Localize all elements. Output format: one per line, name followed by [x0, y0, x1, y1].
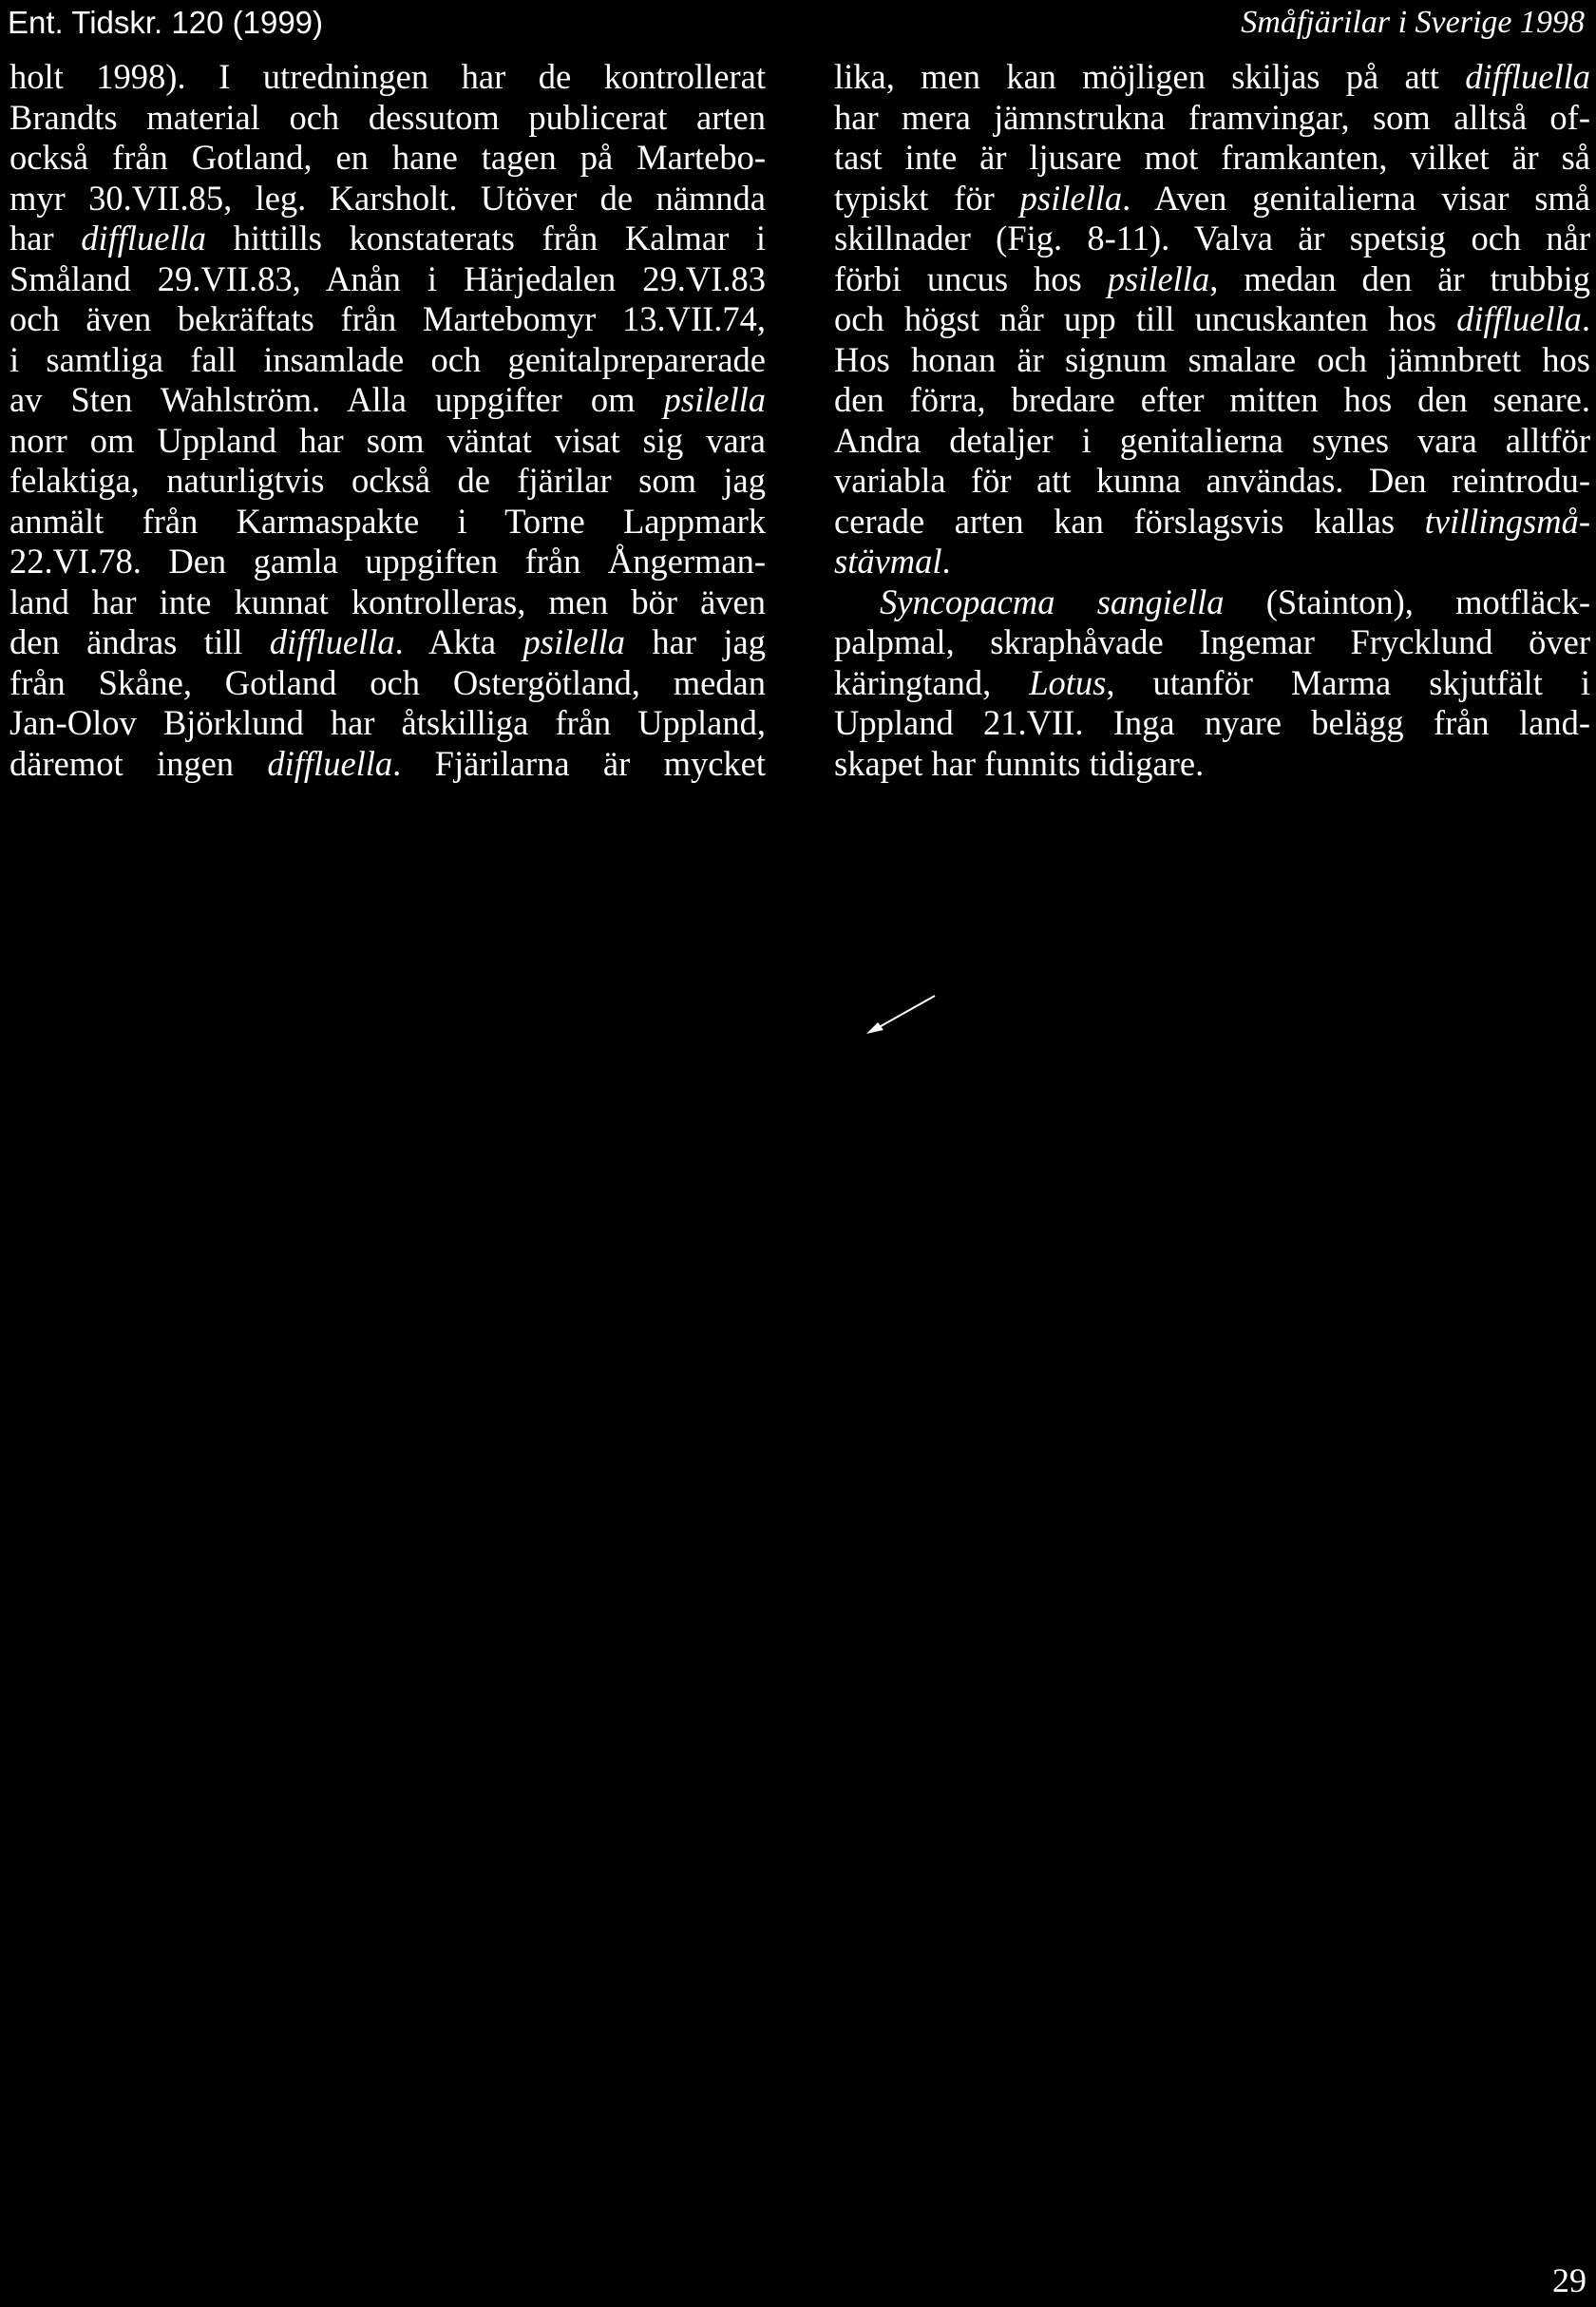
text-line	[10, 98, 766, 139]
text-line	[10, 259, 766, 300]
text-run: variabla för att kunna användas. Den reintrodu-	[834, 461, 1590, 500]
text-run: tast inte är ljusare mot framkanten, vilket är så	[834, 138, 1590, 177]
text-line	[834, 380, 1590, 421]
text-run: lika, men kan möjligen skiljas på att	[834, 57, 1466, 96]
italic-term: tvillingsmå-	[1424, 501, 1590, 541]
text-line	[10, 663, 766, 704]
italic-term: Syncopacma sangiella	[880, 582, 1225, 621]
text-run: .	[1581, 299, 1590, 338]
text-run: . Fjärilarna är mycket	[392, 743, 766, 783]
text-line	[10, 461, 766, 502]
text-line	[834, 259, 1590, 300]
text-line	[10, 703, 766, 744]
text-line	[834, 542, 1590, 582]
text-line	[834, 219, 1590, 259]
text-line	[834, 138, 1590, 179]
text-run: den förra, bredare efter mitten hos den senare.	[834, 380, 1590, 419]
text-run: i samtliga fall insamlade och genitalpreparerade	[10, 339, 766, 379]
text-run: . Aven genitalierna visar små	[1122, 178, 1590, 218]
text-run: Uppland 21.VII. Inga nyare belägg från land-	[834, 703, 1590, 742]
text-run: och högst når upp till uncuskanten hos	[834, 299, 1457, 338]
text-run: , utanför Marma skjutfält i	[1106, 662, 1590, 702]
text-run: , medan den är trubbig	[1209, 258, 1590, 298]
italic-term: psilella	[663, 380, 766, 419]
text-line	[834, 340, 1590, 381]
text-line	[10, 179, 766, 219]
text-line	[10, 542, 766, 582]
text-run: (Stainton), motfläck-	[1224, 582, 1590, 621]
text-line	[10, 502, 766, 543]
running-header-journal: Ent. Tidskr. 120 (1999)	[8, 5, 324, 40]
text-column-left	[10, 57, 766, 784]
italic-term: diffluella	[81, 219, 207, 257]
text-run: har mera jämnstrukna framvingar, som alltså of-	[834, 97, 1590, 137]
page-number: 29	[1552, 2261, 1586, 2299]
italic-term: stävmal	[834, 542, 942, 581]
italic-term: diffluella	[1456, 299, 1582, 338]
arrow-down-left-icon	[864, 994, 937, 1036]
text-column-right	[834, 57, 1590, 784]
text-run: Andra detaljer i genitalierna synes vara alltför	[834, 420, 1590, 460]
text-line	[834, 421, 1590, 462]
text-line	[10, 219, 766, 259]
text-run: Jan-Olov Björklund har åtskilliga från Uppland,	[10, 703, 766, 742]
text-run: däremot ingen	[10, 743, 268, 783]
text-line	[834, 179, 1590, 219]
italic-term: psilella	[1019, 178, 1123, 218]
text-run: Brandts material och dessutom publicerat arten	[10, 97, 766, 137]
text-line	[834, 98, 1590, 139]
text-line	[834, 299, 1590, 340]
text-line	[834, 461, 1590, 502]
text-run: palpmal, skraphåvade Ingemar Frycklund över	[834, 622, 1590, 661]
text-run: Småland 29.VII.83, Anån i Härjedalen 29.VI.83	[10, 258, 766, 298]
text-run: land har inte kunnat kontrolleras, men bör även	[10, 582, 766, 621]
text-run: har jag	[624, 622, 767, 661]
text-line	[834, 57, 1590, 98]
text-line	[10, 299, 766, 340]
text-run: .	[941, 542, 951, 581]
text-run: och även bekräftats från Martebomyr 13.VII.74,	[10, 299, 766, 338]
text-line	[834, 663, 1590, 704]
text-line	[10, 57, 766, 98]
text-run: skillnader (Fig. 8-11). Valva är spetsig och når	[834, 219, 1590, 257]
text-line	[834, 582, 1590, 623]
text-run: av Sten Wahlström. Alla uppgifter om	[10, 380, 664, 419]
text-run: typiskt för	[834, 178, 1020, 218]
text-run: myr 30.VII.85, leg. Karsholt. Utöver de nämnda	[10, 178, 766, 218]
text-run: käringtand,	[834, 662, 1030, 702]
text-run: skapet har funnits tidigare.	[834, 743, 1205, 783]
italic-term: psilella	[1107, 258, 1210, 298]
running-header-title: Småfjärilar i Sverige 1998	[1241, 5, 1585, 40]
text-run: holt 1998). I utredningen har de kontrollerat	[10, 57, 766, 96]
text-run: har	[10, 219, 82, 257]
italic-term: psilella	[522, 622, 625, 661]
text-run: . Akta	[394, 622, 523, 661]
text-line	[10, 340, 766, 381]
italic-term: diffluella	[1465, 57, 1590, 96]
text-run: felaktiga, naturligtvis också de fjärilar som jag	[10, 461, 766, 500]
text-line	[834, 703, 1590, 744]
text-run: också från Gotland, en hane tagen på Martebo-	[10, 138, 766, 177]
text-line	[10, 582, 766, 623]
text-run: cerade arten kan förslagsvis kallas	[834, 501, 1425, 541]
text-line	[834, 622, 1590, 663]
text-line	[834, 744, 1590, 785]
text-run: norr om Uppland har som väntat visat sig vara	[10, 420, 766, 460]
text-line	[10, 421, 766, 462]
text-line	[10, 744, 766, 785]
text-run: förbi uncus hos	[834, 258, 1108, 298]
text-run: anmält från Karmaspakte i Torne Lappmark	[10, 501, 766, 541]
text-run: från Skåne, Gotland och Ostergötland, medan	[10, 662, 766, 702]
text-line	[10, 380, 766, 421]
text-line	[10, 622, 766, 663]
italic-term: diffluella	[267, 743, 393, 783]
text-run: Hos honan är signum smalare och jämnbrett hos	[834, 339, 1590, 379]
italic-term: diffluella	[269, 622, 395, 661]
text-run: 22.VI.78. Den gamla uppgiften från Ångerman-	[10, 542, 766, 581]
text-line	[10, 138, 766, 179]
text-run: hittills konstaterats från Kalmar i	[206, 219, 767, 257]
italic-term: Lotus	[1029, 662, 1107, 702]
text-line	[834, 502, 1590, 543]
text-run: den ändras till	[10, 622, 270, 661]
